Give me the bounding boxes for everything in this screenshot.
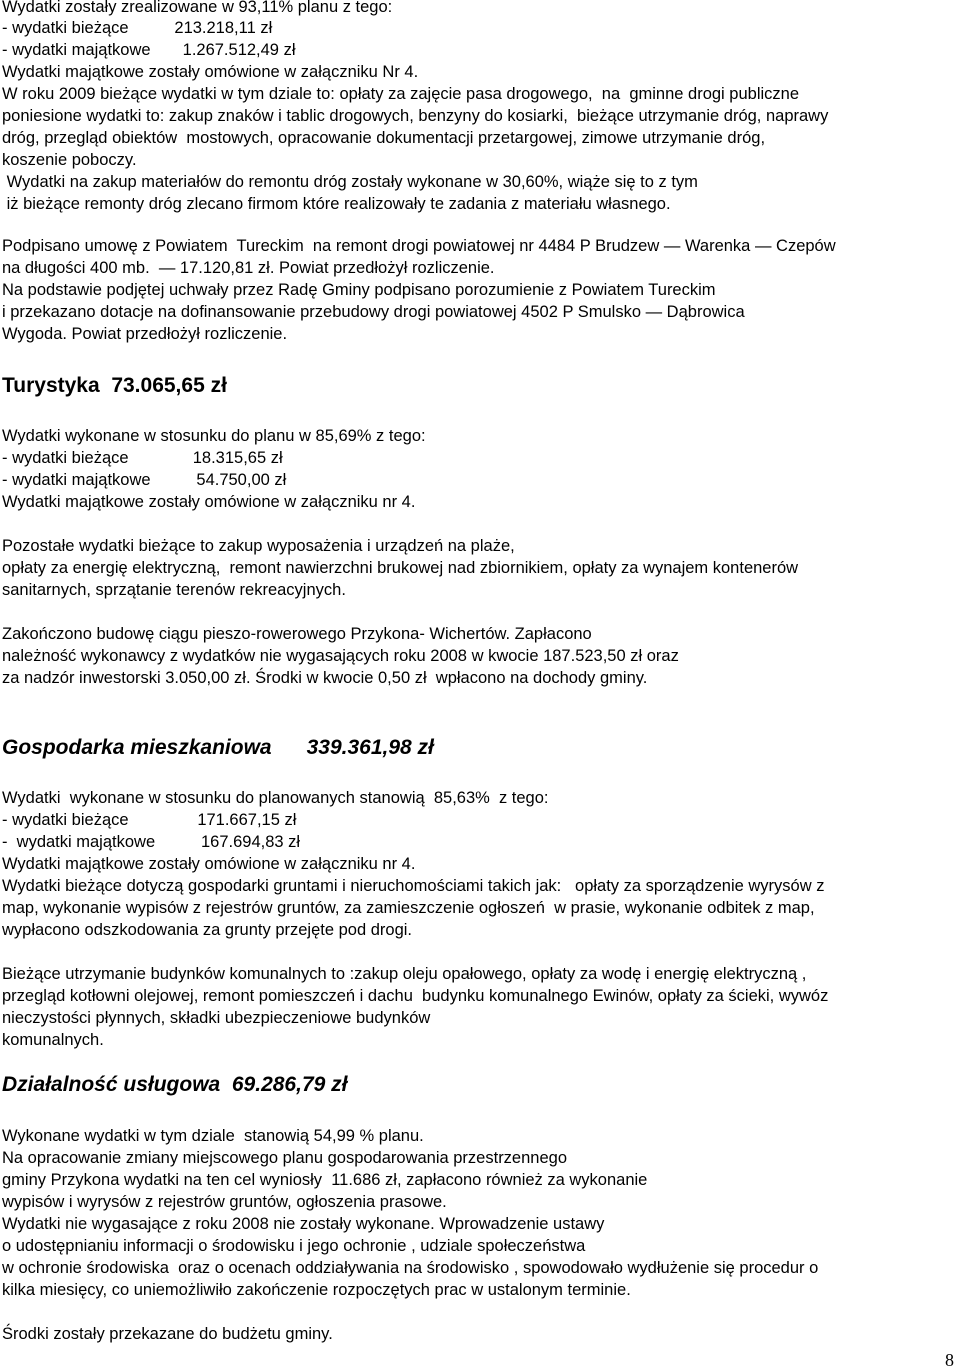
text-line: iż bieżące remonty dróg zlecano firmom które realizowały te zadania z materiału własnego. bbox=[2, 195, 671, 213]
text-line: Na podstawie podjętej uchwały przez Radę Gminy podpisano porozumienie z Powiatem Tureckim bbox=[2, 281, 716, 299]
section-heading-uslugowa: Działalność usługowa 69.286,79 zł bbox=[2, 1073, 348, 1096]
text-line: i przekazano dotacje na dofinansowanie przebudowy drogi powiatowej 4502 P Smulsko — Dąbrowica bbox=[2, 303, 745, 321]
text-line: przegląd kotłowni olejowej, remont pomieszczeń i dachu budynku komunalnego Ewinów, opłaty za ścieki, wywóz bbox=[2, 987, 829, 1005]
text-line: za nadzór inwestorski 3.050,00 zł. Środki w kwocie 0,50 zł wpłacono na dochody gminy. bbox=[2, 669, 648, 687]
text-line: Wydatki nie wygasające z roku 2008 nie zostały wykonane. Wprowadzenie ustawy bbox=[2, 1215, 605, 1233]
text-line: poniesione wydatki to: zakup znaków i tablic drogowych, benzyny do kosiarki, bieżące utrzymanie dróg, naprawy bbox=[2, 107, 829, 125]
text-line: Wydatki bieżące dotyczą gospodarki gruntami i nieruchomościami takich jak: opłaty za sporządzenie wyrysów z bbox=[2, 877, 825, 895]
text-line: o udostępnianiu informacji o środowisku i jego ochronie , udziale społeczeństwa bbox=[2, 1237, 586, 1255]
text-line: opłaty za energię elektryczną, remont nawierzchni brukowej nad zbiornikiem, opłaty za wynajem kontenerów bbox=[2, 559, 799, 577]
text-line: Środki zostały przekazane do budżetu gminy. bbox=[2, 1325, 333, 1343]
text-line: gminy Przykona wydatki na ten cel wyniosły 11.686 zł, zapłacono również za wykonanie bbox=[2, 1171, 648, 1189]
text-line: nieczystości płynnych, składki ubezpieczeniowe budynków bbox=[2, 1009, 431, 1027]
text-line: - wydatki majątkowe 54.750,00 zł bbox=[2, 471, 287, 489]
text-line: Wydatki majątkowe zostały omówione w załączniku Nr 4. bbox=[2, 63, 419, 81]
page-number: 8 bbox=[945, 1350, 954, 1370]
text-line: komunalnych. bbox=[2, 1031, 104, 1049]
text-line: Wygoda. Powiat przedłożył rozliczenie. bbox=[2, 325, 288, 343]
text-line: Wykonane wydatki w tym dziale stanowią 54,99 % planu. bbox=[2, 1127, 424, 1145]
text-line: - wydatki bieżące 213.218,11 zł bbox=[2, 19, 273, 37]
text-line: Wydatki na zakup materiałów do remontu dróg zostały wykonane w 30,60%, wiąże się to z tym bbox=[2, 173, 698, 191]
text-line: - wydatki bieżące 171.667,15 zł bbox=[2, 811, 297, 829]
text-line: - wydatki bieżące 18.315,65 zł bbox=[2, 449, 283, 467]
text-line: należność wykonawcy z wydatków nie wygasających roku 2008 w kwocie 187.523,50 zł oraz bbox=[2, 647, 679, 665]
text-line: w ochronie środowiska oraz o ocenach oddziaływania na środowisko , spowodowało wydłużenie się procedur o bbox=[2, 1259, 819, 1277]
text-line: wypłacono odszkodowania za grunty przejęte pod drogi. bbox=[2, 921, 413, 939]
text-line: Podpisano umowę z Powiatem Tureckim na remont drogi powiatowej nr 4484 P Brudzew — Warenka — Czepów bbox=[2, 237, 836, 255]
text-line: koszenie poboczy. bbox=[2, 151, 137, 169]
text-line: Wydatki majątkowe zostały omówione w załączniku nr 4. bbox=[2, 493, 416, 511]
text-line: - wydatki majątkowe 1.267.512,49 zł bbox=[2, 41, 296, 59]
text-line: - wydatki majątkowe 167.694,83 zł bbox=[2, 833, 301, 851]
text-line: dróg, przegląd obiektów mostowych, opracowanie dokumentacji przetargowej, zimowe utrzymanie dróg, bbox=[2, 129, 766, 147]
section-heading-gospodarka: Gospodarka mieszkaniowa 339.361,98 zł bbox=[2, 736, 434, 759]
text-line: Wydatki wykonane w stosunku do planu w 85,69% z tego: bbox=[2, 427, 426, 445]
section-heading-turystyka: Turystyka 73.065,65 zł bbox=[2, 374, 227, 397]
text-line: Bieżące utrzymanie budynków komunalnych to :zakup oleju opałowego, opłaty za wodę i energię elektryczną , bbox=[2, 965, 807, 983]
text-line: Wydatki wykonane w stosunku do planowanych stanowią 85,63% z tego: bbox=[2, 789, 549, 807]
text-line: W roku 2009 bieżące wydatki w tym dziale to: opłaty za zajęcie pasa drogowego, na gminne drogi publiczne bbox=[2, 85, 800, 103]
text-line: map, wykonanie wypisów z rejestrów gruntów, za zamieszczenie ogłoszeń w prasie, wykonanie odbitek z map, bbox=[2, 899, 815, 917]
text-line: wypisów i wyrysów z rejestrów gruntów, ogłoszenia prasowe. bbox=[2, 1193, 447, 1211]
text-line: Wydatki majątkowe zostały omówione w załączniku nr 4. bbox=[2, 855, 416, 873]
text-line: sanitarnych, sprzątanie terenów rekreacyjnych. bbox=[2, 581, 346, 599]
text-line: Wydatki zostały zrealizowane w 93,11% planu z tego: bbox=[2, 0, 393, 16]
text-line: Na opracowanie zmiany miejscowego planu gospodarowania przestrzennego bbox=[2, 1149, 567, 1167]
text-line: Zakończono budowę ciągu pieszo-rowerowego Przykona- Wichertów. Zapłacono bbox=[2, 625, 592, 643]
text-line: na długości 400 mb. — 17.120,81 zł. Powiat przedłożył rozliczenie. bbox=[2, 259, 495, 277]
text-line: Pozostałe wydatki bieżące to zakup wyposażenia i urządzeń na plaże, bbox=[2, 537, 515, 555]
text-line: kilka miesięcy, co uniemożliwiło zakończenie rozpoczętych prac w ustalonym terminie. bbox=[2, 1281, 631, 1299]
